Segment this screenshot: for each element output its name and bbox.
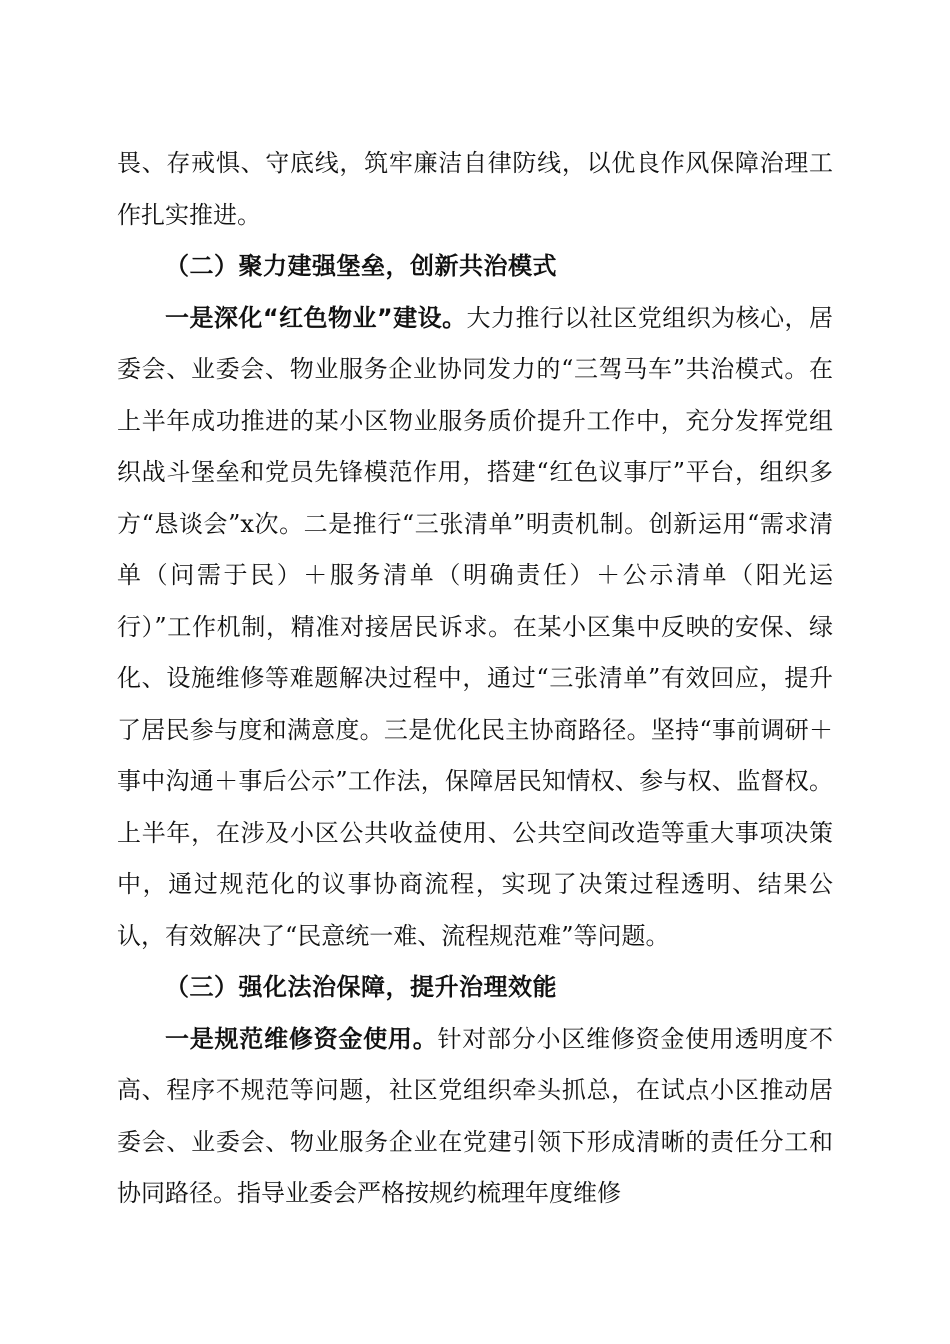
- paragraph-maintenance-fund: [117, 1014, 833, 1220]
- paragraph-lead-text: 一是规范维修资金使用。: [165, 1024, 438, 1053]
- document-body: [117, 138, 833, 1220]
- paragraph-lead-text: 一是深化“红色物业”建设。: [165, 303, 467, 332]
- section-heading-3: （三）强化法治保障，提升治理效能: [165, 973, 557, 1001]
- section-heading-2: （二）聚力建强堡垒，创新共治模式: [165, 252, 557, 280]
- paragraph-red-property: [117, 293, 833, 963]
- paragraph-body-text: 大力推行以社区党组织为核心，居委会、业委会、物业服务企业协同发力的“三驾马车”共治模式。在上半年成功推进的某小区物业服务质价提升工作中，充分发挥党组织战斗堡垒和党员先锋模范作用，搭建“红色议事厅”平台，组织多方“恳谈会”x次。二是推行“三张清单”明责机制。创新运用“需求清单（问需于民）＋服务清单（明确责任）＋公示清单（阳光运行）”工作机制，精准对接居民诉求。在某小区集中反映的安保、绿化、设施维修等难题解决过程中，通过“三张清单”有效回应，提升了居民参与度和满意度。三是优化民主协商路径。坚持“事前调研＋事中沟通＋事后公示”工作法，保障居民知情权、参与权、监督权。上半年，在涉及小区公共收益使用、公共空间改造等重大事项决策中，通过规范化的议事协商流程，实现了决策过程透明、结果公认，有效解决了“民意统一难、流程规范难”等问题。: [117, 303, 834, 950]
- paragraph-body-text: 针对部分小区维修资金使用透明度不高、程序不规范等问题，社区党组织牵头抓总，在试点小区推动居委会、业委会、物业服务企业在党建引领下形成清晰的责任分工和协同路径。指导业委会严格按规约梳理年度维修: [117, 1024, 834, 1207]
- paragraph-continuation: 畏、存戒惧、守底线，筑牢廉洁自律防线，以优良作风保障治理工作扎实推进。: [117, 149, 833, 229]
